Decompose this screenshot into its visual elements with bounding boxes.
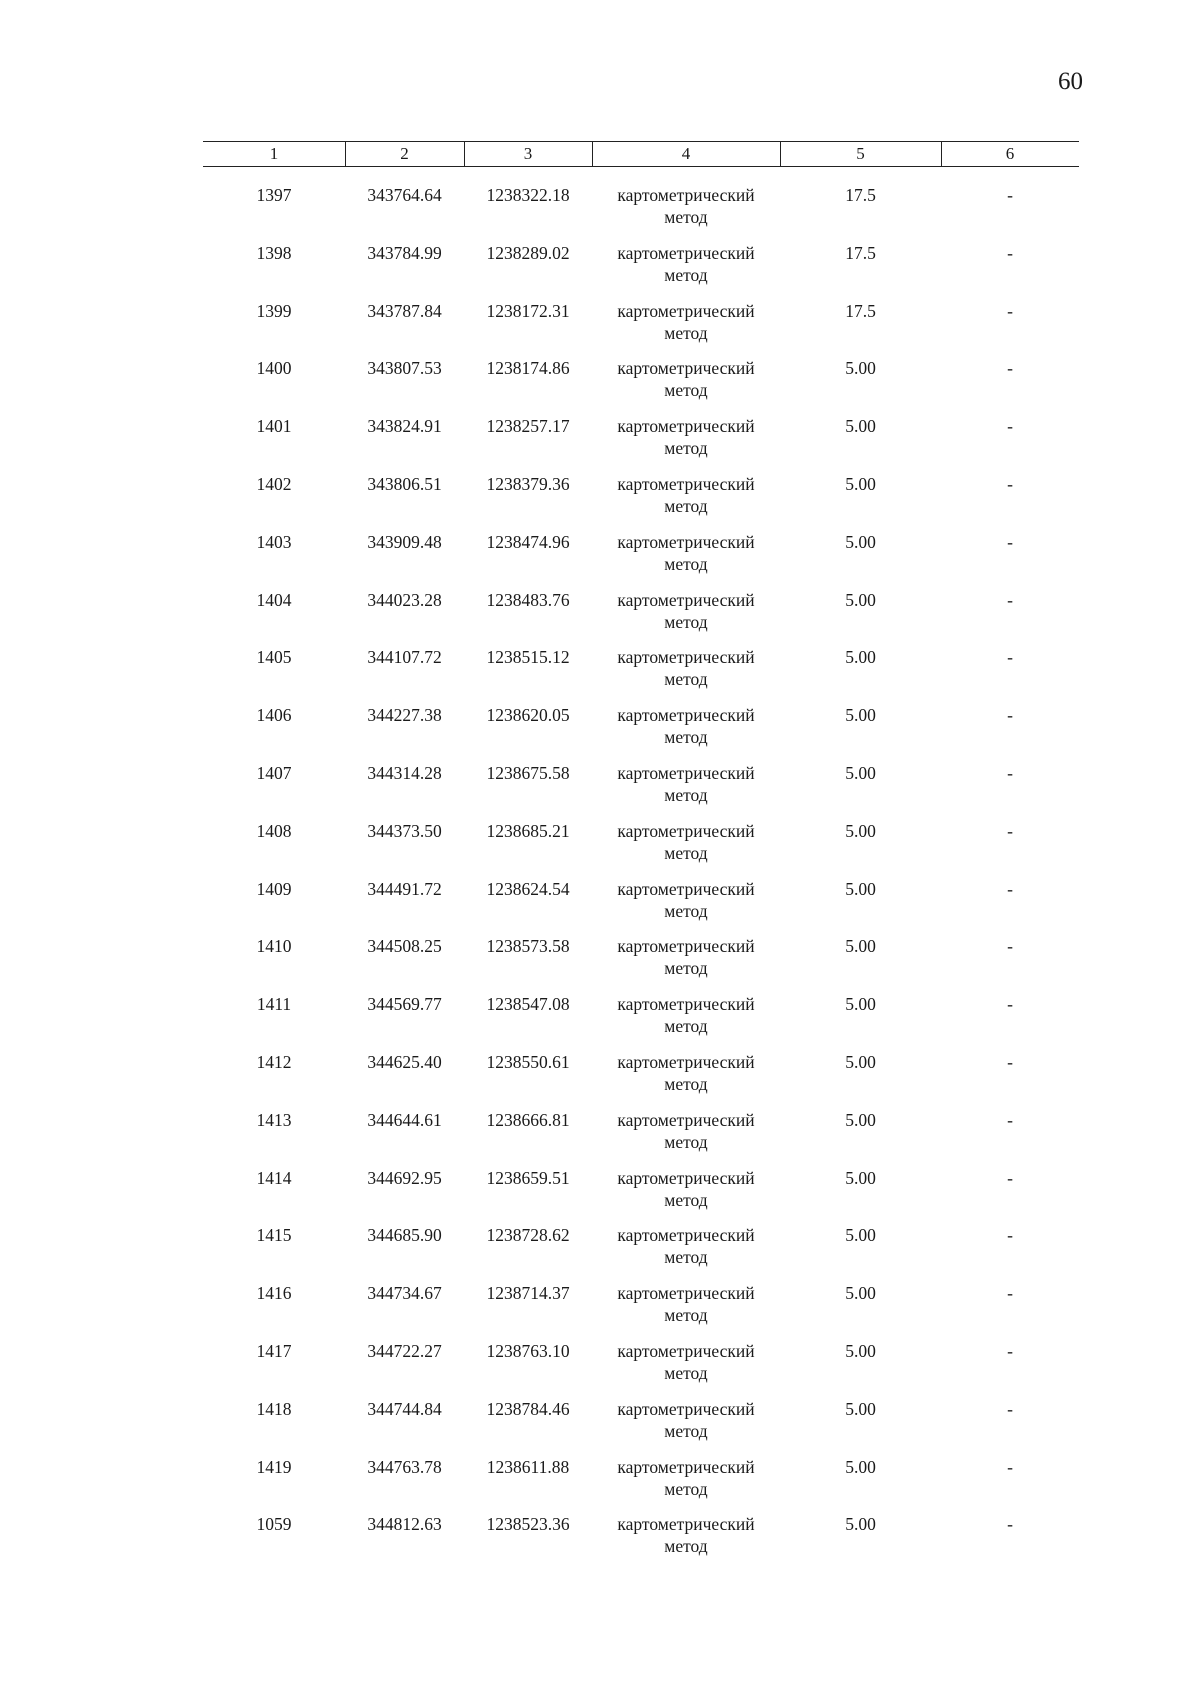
method-line-1: картометрический [617,1340,755,1361]
table-row [203,1513,1079,1571]
accuracy-cell: 17.5 [845,185,876,205]
method-line-2: метод [664,784,708,805]
x-coordinate-cell: 344625.40 [367,1051,442,1072]
method-line-2: метод [664,1362,708,1383]
point-number-cell: 1411 [256,994,292,1015]
accuracy-cell: 5.00 [845,473,876,494]
y-coordinate-cell: 1238289.02 [486,242,570,263]
accuracy-cell: 5.00 [845,1109,876,1130]
accuracy-cell: 17.5 [845,242,876,263]
method-line-1: картометрический [617,473,755,494]
description-cell: - [1007,1283,1013,1304]
point-number-cell: 1402 [256,473,292,494]
y-coordinate-cell: 1238784.46 [486,1398,570,1419]
method-line-1: картометрический [617,1283,755,1304]
y-coordinate-cell: 1238523.36 [486,1514,570,1535]
method-cell [592,1167,780,1211]
point-number-cell: 1406 [256,705,292,726]
point-number-cell: 1400 [256,358,292,379]
x-coordinate-cell: 344734.67 [367,1283,442,1304]
y-coordinate-cell: 1238666.81 [486,1109,570,1130]
description-cell: - [1007,647,1013,668]
x-coordinate-cell: 344373.50 [367,820,442,841]
method-line-1: картометрический [617,416,755,437]
description-cell: - [1007,1225,1013,1246]
table-row [203,993,1079,1051]
method-line-2: метод [664,380,708,401]
method-line-2: метод [664,1305,708,1326]
description-cell: - [1007,358,1013,379]
x-coordinate-cell: 344685.90 [367,1225,442,1246]
y-coordinate-cell: 1238728.62 [486,1225,570,1246]
y-coordinate-cell: 1238624.54 [486,878,570,899]
method-cell [592,300,780,344]
table-row [203,1340,1079,1398]
accuracy-cell: 5.00 [845,878,876,899]
x-coordinate-cell: 344763.78 [367,1456,442,1477]
x-coordinate-cell: 343909.48 [367,531,442,552]
coordinates-table [203,141,1079,1557]
point-number-cell: 1414 [256,1167,292,1188]
description-cell: - [1007,762,1013,783]
method-line-1: картометрический [617,300,755,321]
x-coordinate-cell: 343807.53 [367,358,442,379]
accuracy-cell: 5.00 [845,531,876,552]
method-cell [592,935,780,979]
table-body [203,184,1079,1571]
method-line-1: картометрический [617,1167,755,1188]
accuracy-cell: 5.00 [845,820,876,841]
accuracy-cell: 5.00 [845,647,876,668]
description-cell: - [1007,994,1013,1015]
method-line-2: метод [664,669,708,690]
method-cell [592,762,780,806]
point-number-cell: 1397 [256,185,292,205]
x-coordinate-cell: 344508.25 [367,936,442,957]
table-row [203,300,1079,358]
method-cell [592,646,780,690]
point-number-cell: 1409 [256,878,292,899]
point-number-cell: 1407 [256,762,292,783]
point-number-cell: 1416 [256,1283,292,1304]
accuracy-cell: 5.00 [845,936,876,957]
accuracy-cell: 5.00 [845,1340,876,1361]
table-row [203,820,1079,878]
description-cell: - [1007,1514,1013,1535]
point-number-cell: 1413 [256,1109,292,1130]
table-row [203,473,1079,531]
method-cell [592,184,780,228]
table-row [203,878,1079,936]
y-coordinate-cell: 1238685.21 [486,820,570,841]
column-header-4: 4 [681,144,691,163]
method-line-1: картометрический [617,358,755,379]
method-cell [592,1340,780,1384]
method-line-2: метод [664,553,708,574]
table-row [203,242,1079,300]
accuracy-cell: 5.00 [845,1167,876,1188]
method-line-1: картометрический [617,878,755,899]
method-line-2: метод [664,1478,708,1499]
method-line-2: метод [664,1247,708,1268]
point-number-cell: 1412 [256,1051,292,1072]
point-number-cell: 1404 [256,589,292,610]
accuracy-cell: 5.00 [845,358,876,379]
y-coordinate-cell: 1238483.76 [486,589,570,610]
y-coordinate-cell: 1238675.58 [486,762,570,783]
point-number-cell: 1403 [256,531,292,552]
method-line-1: картометрический [617,1051,755,1072]
table-row [203,184,1079,242]
description-cell: - [1007,936,1013,957]
x-coordinate-cell: 343784.99 [367,242,442,263]
description-cell: - [1007,242,1013,263]
method-cell [592,1224,780,1268]
table-row [203,646,1079,704]
method-line-2: метод [664,1016,708,1037]
description-cell: - [1007,1051,1013,1072]
method-cell [592,993,780,1037]
table-row [203,1167,1079,1225]
accuracy-cell: 5.00 [845,589,876,610]
x-coordinate-cell: 343824.91 [367,416,442,437]
x-coordinate-cell: 344107.72 [367,647,442,668]
method-cell [592,1282,780,1326]
accuracy-cell: 5.00 [845,1051,876,1072]
accuracy-cell: 5.00 [845,1456,876,1477]
method-cell [592,1051,780,1095]
method-line-1: картометрический [617,1109,755,1130]
x-coordinate-cell: 344744.84 [367,1398,442,1419]
column-header-5: 5 [856,144,865,163]
accuracy-cell: 5.00 [845,762,876,783]
method-line-2: метод [664,207,708,227]
method-line-2: метод [664,264,708,285]
point-number-cell: 1410 [256,936,292,957]
method-line-1: картометрический [617,1514,755,1535]
table-row [203,704,1079,762]
method-line-1: картометрический [617,185,755,205]
y-coordinate-cell: 1238550.61 [486,1051,570,1072]
table-row [203,589,1079,647]
point-number-cell: 1399 [256,300,292,321]
method-cell [592,1109,780,1153]
accuracy-cell: 5.00 [845,1514,876,1535]
point-number-cell: 1417 [256,1340,292,1361]
method-line-2: метод [664,727,708,748]
x-coordinate-cell: 344023.28 [367,589,442,610]
description-cell: - [1007,1167,1013,1188]
description-cell: - [1007,300,1013,321]
x-coordinate-cell: 343764.64 [367,185,442,205]
method-line-1: картометрический [617,936,755,957]
table-row [203,1398,1079,1456]
accuracy-cell: 5.00 [845,705,876,726]
method-cell [592,242,780,286]
method-line-2: метод [664,958,708,979]
y-coordinate-cell: 1238547.08 [486,994,570,1015]
x-coordinate-cell: 344569.77 [367,994,442,1015]
method-line-1: картометрический [617,820,755,841]
point-number-cell: 1405 [256,647,292,668]
description-cell: - [1007,416,1013,437]
accuracy-cell: 5.00 [845,994,876,1015]
point-number-cell: 1415 [256,1225,292,1246]
description-cell: - [1007,1456,1013,1477]
x-coordinate-cell: 343787.84 [367,300,442,321]
description-cell: - [1007,531,1013,552]
table-row [203,1051,1079,1109]
point-number-cell: 1418 [256,1398,292,1419]
method-line-2: метод [664,1131,708,1152]
method-line-1: картометрический [617,762,755,783]
description-cell: - [1007,820,1013,841]
accuracy-cell: 5.00 [845,1283,876,1304]
column-header-6: 6 [1005,144,1015,163]
x-coordinate-cell: 344227.38 [367,705,442,726]
y-coordinate-cell: 1238620.05 [486,705,570,726]
x-coordinate-cell: 344722.27 [367,1340,442,1361]
point-number-cell: 1398 [256,242,292,263]
table-row [203,415,1079,473]
x-coordinate-cell: 343806.51 [367,473,442,494]
description-cell: - [1007,473,1013,494]
method-line-1: картометрический [617,647,755,668]
table-row [203,531,1079,589]
description-cell: - [1007,589,1013,610]
method-line-2: метод [664,842,708,863]
accuracy-cell: 5.00 [845,416,876,437]
column-header-2: 2 [400,144,409,163]
y-coordinate-cell: 1238714.37 [486,1283,570,1304]
method-cell [592,415,780,459]
x-coordinate-cell: 344491.72 [367,878,442,899]
method-cell [592,473,780,517]
point-number-cell: 1401 [256,416,292,437]
column-header-1: 1 [269,144,279,163]
method-line-2: метод [664,1189,708,1210]
x-coordinate-cell: 344812.63 [367,1514,442,1535]
y-coordinate-cell: 1238763.10 [486,1340,570,1361]
method-line-1: картометрический [617,994,755,1015]
method-cell [592,531,780,575]
description-cell: - [1007,1398,1013,1419]
table-row [203,762,1079,820]
method-line-1: картометрический [617,531,755,552]
point-number-cell: 1419 [256,1456,292,1477]
table-header-row [203,141,1079,167]
method-line-2: метод [664,438,708,459]
y-coordinate-cell: 1238515.12 [486,647,570,668]
method-line-2: метод [664,495,708,516]
method-cell [592,1398,780,1442]
method-cell [592,1456,780,1500]
point-number-cell: 1408 [256,820,292,841]
table-row [203,935,1079,993]
method-line-1: картометрический [617,1398,755,1419]
table-row [203,1282,1079,1340]
table-row [203,1456,1079,1514]
table-row [203,1109,1079,1167]
description-cell: - [1007,1340,1013,1361]
method-cell [592,878,780,922]
x-coordinate-cell: 344314.28 [367,762,442,783]
description-cell: - [1007,1109,1013,1130]
y-coordinate-cell: 1238474.96 [486,531,570,552]
method-line-2: метод [664,1420,708,1441]
y-coordinate-cell: 1238573.58 [486,936,570,957]
y-coordinate-cell: 1238172.31 [486,300,570,321]
method-line-2: метод [664,611,708,632]
method-line-1: картометрический [617,1456,755,1477]
method-line-1: картометрический [617,1225,755,1246]
accuracy-cell: 17.5 [845,300,876,321]
y-coordinate-cell: 1238174.86 [486,358,570,379]
method-cell [592,704,780,748]
y-coordinate-cell: 1238322.18 [486,185,570,205]
page-number: 60 [1058,68,1083,95]
accuracy-cell: 5.00 [845,1225,876,1246]
method-line-2: метод [664,1536,708,1557]
table-row [203,357,1079,415]
point-number-cell: 1059 [256,1514,292,1535]
y-coordinate-cell: 1238611.88 [486,1456,570,1477]
method-line-1: картометрический [617,589,755,610]
accuracy-cell: 5.00 [845,1398,876,1419]
description-cell: - [1007,185,1013,205]
x-coordinate-cell: 344692.95 [367,1167,442,1188]
method-cell [592,820,780,864]
method-line-1: картометрический [617,705,755,726]
description-cell: - [1007,878,1013,899]
column-header-3: 3 [523,144,533,163]
y-coordinate-cell: 1238659.51 [486,1167,570,1188]
method-line-2: метод [664,322,708,343]
y-coordinate-cell: 1238379.36 [486,473,570,494]
x-coordinate-cell: 344644.61 [367,1109,442,1130]
method-line-2: метод [664,1073,708,1094]
method-line-2: метод [664,900,708,921]
method-line-1: картометрический [617,242,755,263]
y-coordinate-cell: 1238257.17 [486,416,570,437]
method-cell [592,357,780,401]
method-cell [592,589,780,633]
method-cell [592,1513,780,1557]
table-row [203,1224,1079,1282]
description-cell: - [1007,705,1013,726]
